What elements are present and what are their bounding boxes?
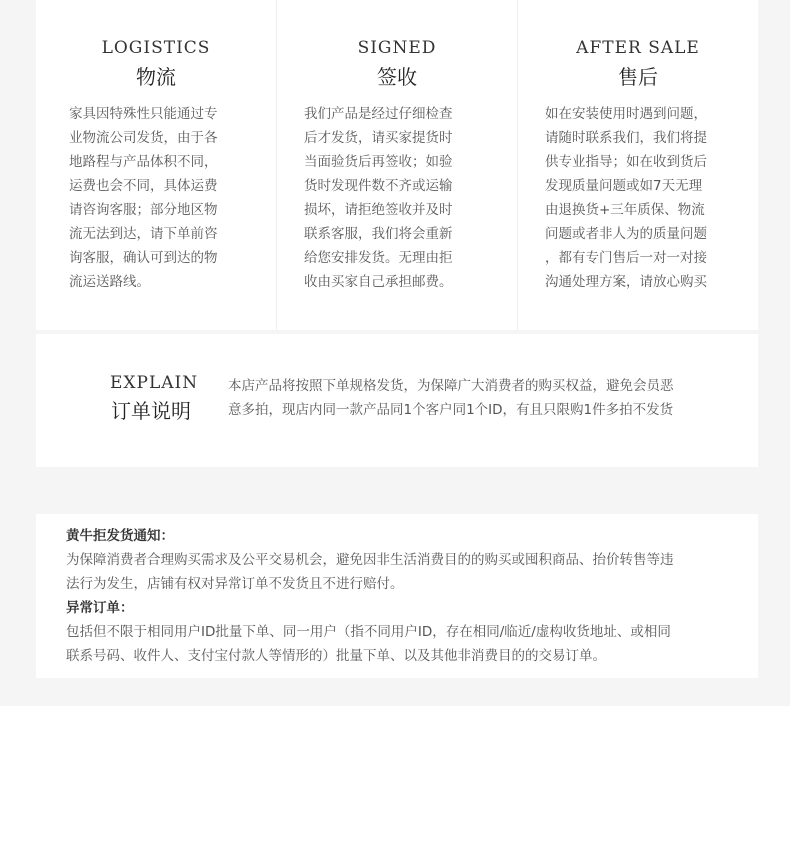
notice-content bbox=[66, 524, 746, 668]
notice-heading: 黄牛拒发货通知： bbox=[66, 528, 174, 544]
explain-title-en: EXPLAIN bbox=[110, 373, 199, 393]
explain-body: 本店产品将按照下单规格发货，为保障广大消费者的购买权益，避免会员恶 意多拍，现店内同一款产品同1个客户同1个ID，有且只限购1件多拍不发货 bbox=[228, 378, 674, 418]
after-sale-title-en: AFTER SALE bbox=[576, 38, 700, 58]
service-info-panel bbox=[36, 0, 758, 330]
abnormal-order-text: 包括但不限于相同用户ID批量下单、同一用户（指不同用户ID，存在相同/临近/虚构收货地址、或相同 联系号码、收件人、支付宝付款人等情形的）批量下单、以及其他非消费目的的交易订单。 bbox=[66, 624, 671, 664]
signed-title-en: SIGNED bbox=[357, 38, 437, 58]
logistics-title-en: LOGISTICS bbox=[101, 38, 211, 58]
signed-title-cn: 签收 bbox=[377, 65, 417, 89]
after-sale-title-cn: 售后 bbox=[618, 65, 658, 89]
signed-body: 我们产品是经过仔细检查 后才发货，请买家提货时 当面验货后再签收；如验 货时发现件数不齐或运输 损坏，请拒绝签收并及时 联系客服，我们将会重新 给您安排发货。无理由拒 收由买家自己承担邮费。 bbox=[304, 106, 453, 290]
logistics-body: 家具因特殊性只能通过专 业物流公司发货，由于各 地路程与产品体积不同， 运费也会不同，具体运费 请咨询客服；部分地区物 流无法到达，请下单前咨 询客服，确认可到达的物 流运送路线。 bbox=[69, 106, 218, 290]
after-sale-body: 如在安装使用时遇到问题， 请随时联系我们，我们将提 供专业指导；如在收到货后 发现质量问题或如7天无理 由退换货+三年质保、物流 问题或者非人为的质量问题 ，都有专门售后一对一对接 沟通处理方案，请放心购买 bbox=[545, 106, 707, 290]
after-sale-column bbox=[518, 0, 758, 330]
explain-title-cn: 订单说明 bbox=[111, 399, 191, 423]
notice-text: 为保障消费者合理购买需求及公平交易机会，避免因非生活消费目的的购买或囤积商品、抬价转售等违 法行为发生，店铺有权对异常订单不发货且不进行赔付。 bbox=[66, 552, 674, 592]
logistics-title-cn: 物流 bbox=[136, 65, 176, 89]
order-explain-panel bbox=[36, 334, 758, 467]
abnormal-order-heading: 异常订单： bbox=[66, 600, 134, 616]
logistics-column bbox=[36, 0, 276, 330]
scalper-notice-panel bbox=[36, 514, 758, 678]
signed-column bbox=[277, 0, 517, 330]
